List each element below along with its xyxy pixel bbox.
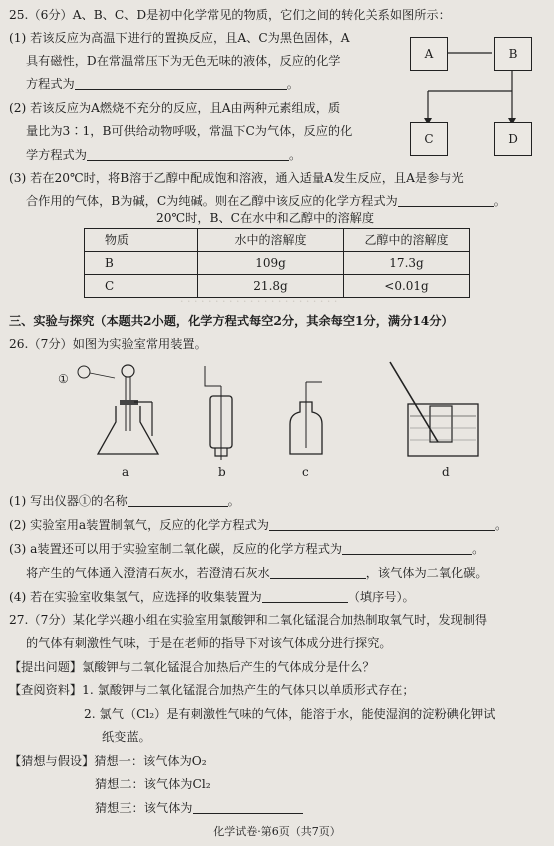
q27-hypothesis-3-blank[interactable] [193, 801, 303, 814]
node-c: C [410, 122, 448, 156]
table-cell: 109g [198, 252, 344, 275]
node-a: A [410, 37, 448, 71]
table-caption: 20℃时，B、C在水中和乙醇中的溶解度 [156, 211, 375, 225]
q25-part2-end: 。 [288, 147, 302, 162]
q26-part2-end: 。 [494, 517, 508, 532]
apparatus-b-icon [205, 366, 232, 460]
q26-part3-prompt: (3) a装置还可以用于实验室制二氧化碳，反应的化学方程式为 [9, 541, 343, 556]
q26-stem: 26.（7分）如图为实验室常用装置。 [9, 337, 207, 351]
bleed-through-text: · · · · · · · · · · · · · · · · · · · · · · · [180, 295, 338, 308]
q27-stem-line2: 的气体有刺激性气味，于是在老师的指导下对该气体成分进行探究。 [26, 636, 392, 650]
apparatus-d-icon [390, 362, 478, 456]
q26-part3-answer-blank[interactable] [342, 542, 472, 555]
q26-part1-answer-blank[interactable] [128, 494, 228, 507]
q27-hypothesis-3 [95, 801, 303, 814]
q25-part3-end: 。 [493, 193, 506, 208]
q25-part1-prompt: 方程式为 [26, 76, 75, 91]
q25-part1-line2: 具有磁性，D在常温常压下为无色无味的液体，反应的化学 [26, 54, 341, 68]
table-cell: C [85, 275, 198, 298]
table-cell: 17.3g [344, 252, 470, 275]
q27-question-text: 氯酸钾与二氧化锰混合加热后产生的气体成分是什么？ [82, 660, 375, 674]
q25-part1-end: 。 [286, 76, 299, 91]
table-row [85, 252, 470, 275]
q27-reference-2-line2: 纸变蓝。 [102, 730, 151, 744]
apparatus-d-label: d [442, 465, 450, 479]
q26-part2-answer-blank[interactable] [269, 518, 495, 531]
apparatus-c-icon [290, 382, 322, 454]
q26-part4-end: （填序号）。 [347, 589, 415, 604]
q27-reference-2-line1: 2. 氯气（Cl₂）是有刺激性气味的气体，能溶于水，能使湿润的淀粉碘化钾试 [84, 707, 496, 721]
q25-part1-line1: (1) 若该反应为高温下进行的置换反应，且A、C为黑色固体，A [9, 31, 350, 45]
q25-part3-prompt: 合作用的气体，B为碱，C为纯碱。则在乙醇中该反应的化学方程式为 [26, 193, 398, 208]
q25-part3-answer-blank[interactable] [398, 194, 494, 207]
q27-hypothesis-1 [9, 755, 207, 767]
q26-part3-line1 [9, 542, 484, 555]
q25-part1-line3 [26, 77, 299, 90]
col-header-ethanol: 乙醇中的溶解度 [344, 229, 470, 252]
q27-question-label: 【提出问题】 [9, 660, 83, 674]
apparatus-b-label: b [218, 465, 226, 479]
q27-reference-1-text: 1. 氯酸钾与二氧化锰混合加热产生的气体只以单质形式存在； [82, 683, 415, 697]
q26-part3-observe-prompt: 将产生的气体通入澄清石灰水，若澄清石灰水 [26, 565, 270, 580]
apparatus-a-label: a [122, 465, 130, 479]
q25-part2-answer-blank[interactable] [87, 148, 289, 161]
q27-question [9, 661, 375, 673]
table-cell: <0.01g [344, 275, 470, 298]
q25-part2-prompt: 学方程式为 [26, 147, 87, 162]
q26-part1 [9, 494, 240, 507]
q26-part4-answer-blank[interactable] [262, 590, 348, 603]
q26-part4 [9, 590, 415, 603]
q26-part3-observe-blank[interactable] [270, 566, 366, 579]
q25-part2-line3 [26, 148, 301, 161]
q25-part3-line1: (3) 若在20℃时，将B溶于乙醇中配成饱和溶液，通入适量A发生反应，且A是参与光 [9, 171, 464, 185]
col-header-water: 水中的溶解度 [198, 229, 344, 252]
page-footer: 化学试卷·第6页（共7页） [213, 825, 341, 838]
q26-part2-prompt: (2) 实验室用a装置制氧气，反应的化学方程式为 [9, 517, 269, 532]
q27-reference-label: 【查阅资料】 [9, 683, 83, 697]
table-cell: B [85, 252, 198, 275]
table-row [85, 275, 470, 298]
q25-part2-line2: 量比为3∶1，B可供给动物呼吸，常温下C为气体，反应的化 [26, 124, 353, 138]
q26-part3-end: 。 [472, 541, 485, 556]
apparatus-drawings [60, 356, 480, 479]
q27-hypothesis-1-text: 猜想一：该气体为O₂ [94, 754, 207, 768]
section-3-heading: 三、实验与探究（本题共2小题，化学方程式每空2分，其余每空1分，满分14分） [9, 314, 454, 328]
apparatus-c-label: c [302, 465, 309, 479]
q25-stem: 25.（6分）A、B、C、D是初中化学常见的物质，它们之间的转化关系如图所示： [9, 8, 451, 22]
q26-part2 [9, 518, 507, 531]
q25-part1-answer-blank[interactable] [75, 77, 287, 90]
q26-part4-prompt: (4) 若在实验室收集氢气，应选择的收集装置为 [9, 589, 262, 604]
q26-part1-end: 。 [227, 493, 240, 508]
q27-reference-1 [9, 684, 415, 696]
q27-hypothesis-3-text: 猜想三：该气体为 [95, 800, 193, 815]
q25-part2-line1: (2) 若该反应为A燃烧不充分的反应，且A由两种元素组成，质 [9, 101, 341, 115]
col-header-substance: 物质 [85, 229, 198, 252]
q27-hypothesis-label: 【猜想与假设】 [9, 754, 95, 768]
table-cell: 21.8g [198, 275, 344, 298]
instrument-1-marker: ① [58, 372, 69, 386]
node-d: D [494, 122, 532, 156]
solubility-table [84, 228, 470, 298]
q26-part3-conclusion: ，该气体为二氧化碳。 [365, 565, 488, 580]
apparatus-a-icon [78, 365, 158, 454]
q25-part3-line2 [26, 194, 506, 207]
q27-stem-line1: 27.（7分）某化学兴趣小组在实验室用氯酸钾和二氧化锰混合加热制取氧气时，发现制得 [9, 613, 488, 627]
q27-hypothesis-2: 猜想二：该气体为Cl₂ [95, 777, 211, 791]
node-b: B [494, 37, 532, 71]
q26-part1-prompt: (1) 写出仪器①的名称 [9, 493, 128, 508]
table-header-row [85, 229, 470, 252]
q26-part3-line2 [26, 566, 488, 579]
